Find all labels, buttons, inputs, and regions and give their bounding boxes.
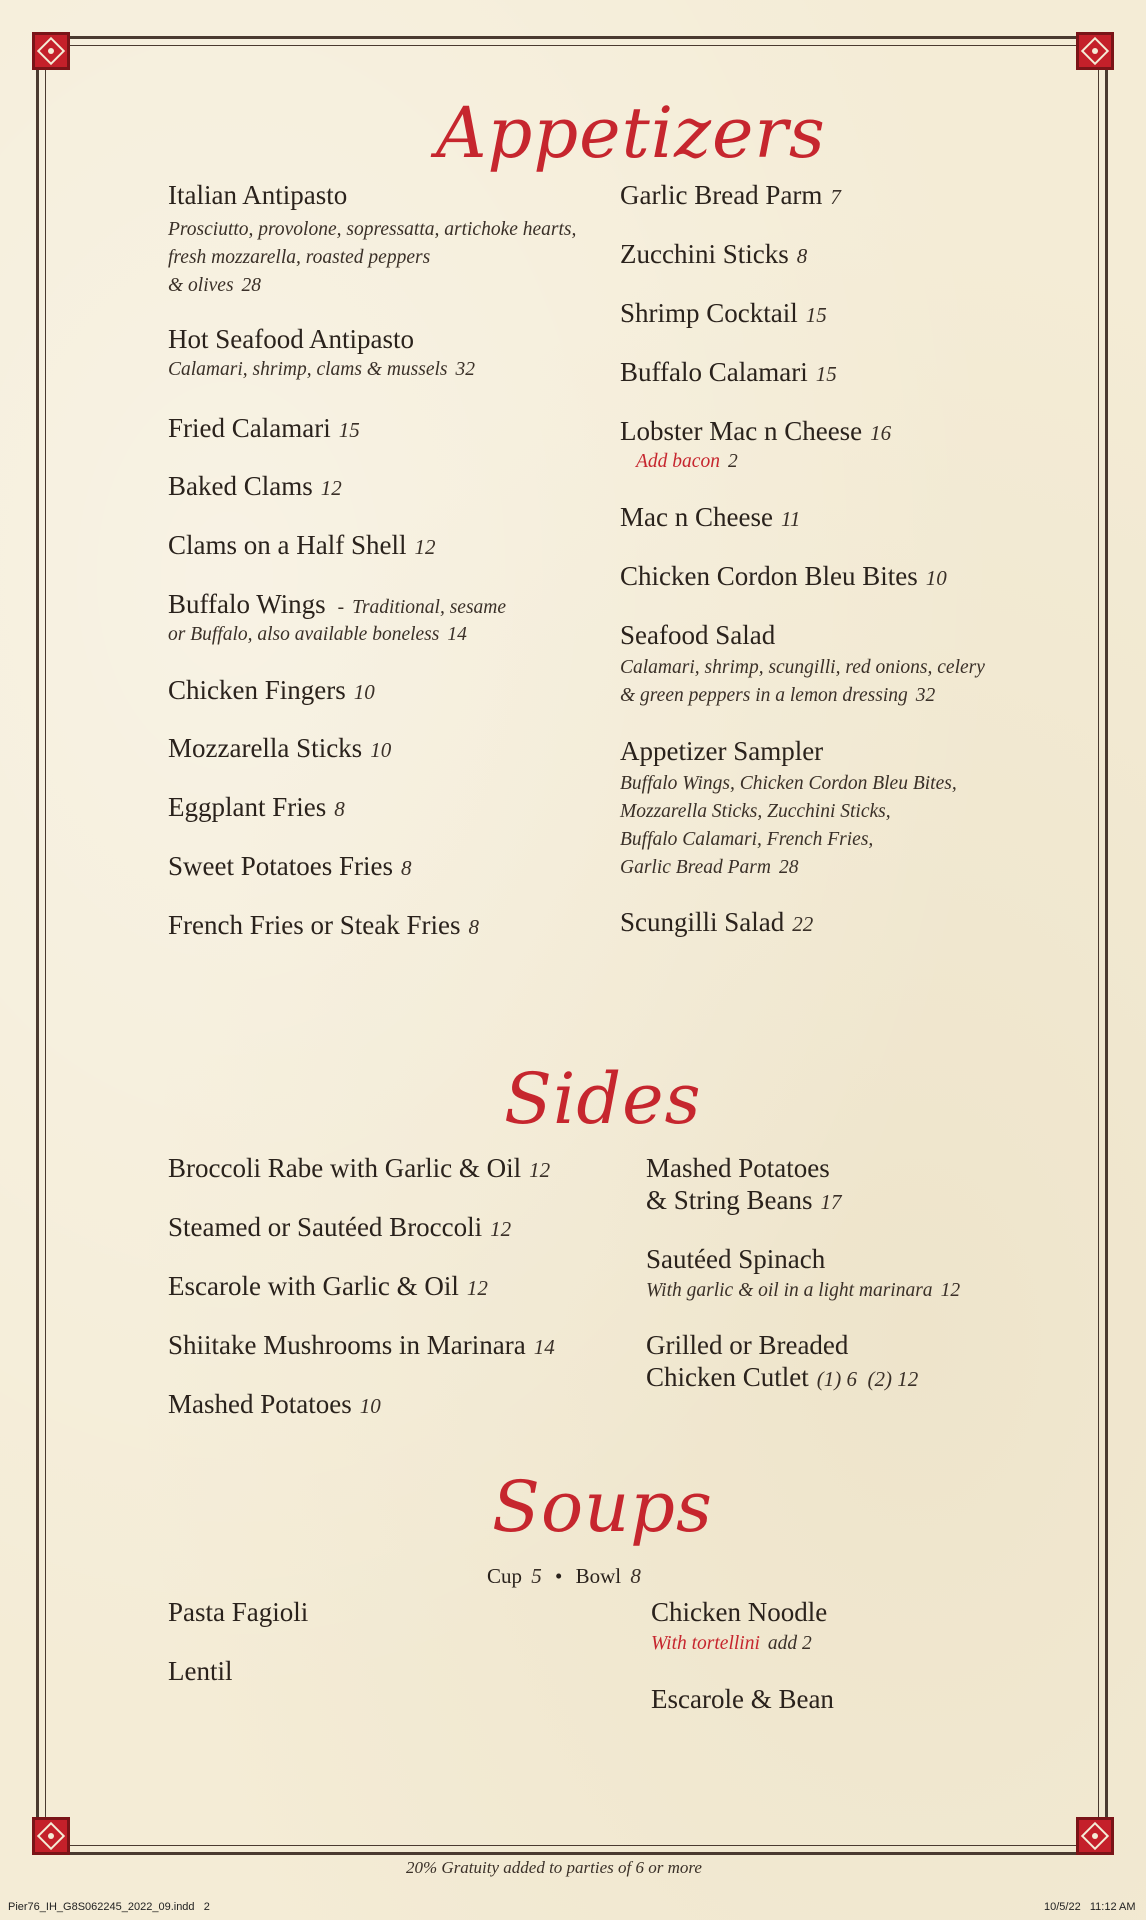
- item-price: 12: [490, 1217, 512, 1241]
- item-price: 15: [338, 418, 360, 442]
- item-name: Steamed or Sautéed Broccoli: [168, 1212, 483, 1242]
- item-name: Chicken Noodle: [651, 1597, 828, 1627]
- menu-item: [646, 1330, 848, 1361]
- item-price: 12: [940, 1280, 961, 1301]
- item-name: Buffalo Calamari: [620, 357, 808, 387]
- item-name: Garlic Bread Parm: [620, 180, 823, 210]
- item-price: 8: [468, 915, 479, 939]
- menu-item: [620, 180, 841, 211]
- item-price: 14: [533, 1335, 555, 1359]
- item-price: 8: [796, 244, 808, 268]
- item-price: 14: [447, 624, 467, 645]
- menu-item: [620, 416, 891, 447]
- menu-item: [646, 1362, 918, 1393]
- addon-price: 2: [727, 451, 738, 472]
- item-name: Appetizer Sampler: [620, 736, 824, 766]
- item-name: Grilled or Breaded: [646, 1330, 849, 1360]
- item-price: 28: [241, 275, 262, 296]
- desc-line: Prosciutto, provolone, sopressatta, artichoke hearts,: [168, 219, 577, 240]
- item-price: 10: [353, 680, 375, 704]
- menu-item: [168, 910, 479, 941]
- item-price: 17: [820, 1190, 842, 1214]
- item-description: [168, 356, 475, 384]
- menu-item: [168, 589, 506, 622]
- corner-ornament-icon: [32, 1817, 70, 1855]
- menu-item: [168, 733, 391, 764]
- soups-heading: Soups: [492, 1466, 713, 1548]
- menu-item: [620, 239, 807, 270]
- desc-line: & green peppers in a lemon dressing: [620, 685, 908, 706]
- menu-item: [646, 1244, 825, 1275]
- item-description: [168, 621, 467, 649]
- desc-line: fresh mozzarella, roasted peppers: [168, 247, 431, 268]
- item-name: Escarole & Bean: [651, 1684, 834, 1714]
- item-price: 10: [925, 566, 947, 590]
- menu-item: [168, 1271, 488, 1302]
- menu-item: [620, 620, 775, 651]
- item-price: 8: [334, 797, 345, 821]
- menu-item: [168, 1656, 232, 1687]
- bowl-label: Bowl: [575, 1564, 622, 1588]
- menu-item: [620, 736, 823, 767]
- item-name: Hot Seafood Antipasto: [168, 324, 414, 354]
- menu-item: [168, 413, 360, 444]
- menu-item: [651, 1597, 827, 1628]
- item-name: Mozzarella Sticks: [168, 733, 363, 763]
- desc-line: Garlic Bread Parm: [620, 857, 771, 878]
- file-slug: Pier76_IH_G8S062245_2022_09.indd 2: [8, 1901, 210, 1913]
- item-name: Italian Antipasto: [168, 180, 348, 210]
- item-price: 10: [359, 1394, 381, 1418]
- item-name: Chicken Fingers: [168, 675, 346, 705]
- desc-line: Calamari, shrimp, scungilli, red onions, celery: [620, 657, 985, 678]
- item-name: Chicken Cordon Bleu Bites: [620, 561, 918, 591]
- item-addon: [636, 448, 738, 476]
- item-name: Sweet Potatoes Fries: [168, 851, 393, 881]
- item-name: Mac n Cheese: [620, 502, 773, 532]
- menu-item: [168, 324, 414, 355]
- item-name: Shrimp Cocktail: [620, 298, 798, 328]
- item-price: 12: [466, 1276, 488, 1300]
- desc-line: & olives: [168, 275, 234, 296]
- addon-label: Add bacon: [636, 451, 720, 472]
- desc-line: Mozzarella Sticks, Zucchini Sticks,: [620, 801, 891, 822]
- item-name: Scungilli Salad: [620, 907, 785, 937]
- menu-item: [168, 1330, 555, 1361]
- item-price: 12: [414, 535, 436, 559]
- item-description: [168, 216, 576, 300]
- item-price: 32: [915, 685, 936, 706]
- menu-item: [620, 561, 947, 592]
- desc-line: Buffalo Calamari, French Fries,: [620, 829, 874, 850]
- cup-label: Cup: [487, 1564, 523, 1588]
- menu-item: [168, 792, 345, 823]
- desc-line: Buffalo Wings, Chicken Cordon Bleu Bites,: [620, 773, 957, 794]
- menu-item: [646, 1185, 842, 1216]
- item-name: Lobster Mac n Cheese: [620, 416, 863, 446]
- menu-item: [651, 1684, 834, 1715]
- item-name: Escarole with Garlic & Oil: [168, 1271, 459, 1301]
- item-price: 15: [805, 303, 827, 327]
- item-name: & String Beans: [646, 1185, 813, 1215]
- item-name: Baked Clams: [168, 471, 313, 501]
- item-name: Shiitake Mushrooms in Marinara: [168, 1330, 526, 1360]
- item-price: 16: [870, 421, 892, 445]
- item-description: [646, 1277, 960, 1305]
- menu-item: [620, 907, 813, 938]
- item-price: (1) 6 (2) 12: [816, 1367, 919, 1391]
- item-description: [620, 654, 985, 710]
- item-price: 12: [320, 476, 342, 500]
- menu-item: [168, 180, 347, 211]
- item-name: Chicken Cutlet: [646, 1362, 809, 1392]
- gratuity-note: 20% Gratuity added to parties of 6 or more: [406, 1858, 702, 1877]
- corner-ornament-icon: [1076, 1817, 1114, 1855]
- menu-item: [620, 298, 827, 329]
- item-addon: [651, 1630, 812, 1658]
- menu-item: [168, 675, 375, 706]
- item-price: 7: [830, 185, 841, 209]
- item-price: 12: [529, 1158, 551, 1182]
- appetizers-heading: Appetizers: [436, 92, 826, 174]
- item-price: 28: [778, 857, 799, 878]
- item-price: 10: [370, 738, 392, 762]
- addon-price: add 2: [767, 1633, 812, 1654]
- menu-item: [620, 502, 800, 533]
- item-name: Eggplant Fries: [168, 792, 327, 822]
- item-description: [620, 770, 957, 882]
- desc-line: Traditional, sesame: [352, 597, 507, 618]
- menu-item: [168, 1212, 511, 1243]
- item-name: Clams on a Half Shell: [168, 530, 407, 560]
- print-timestamp: 10/5/22 11:12 AM: [1044, 1901, 1136, 1913]
- bullet-separator: •: [555, 1564, 563, 1588]
- desc-line: With garlic & oil in a light marinara: [646, 1280, 933, 1301]
- menu-item: [168, 471, 342, 502]
- menu-item: [168, 1389, 381, 1420]
- bowl-price: 8: [630, 1564, 641, 1588]
- item-name: Broccoli Rabe with Garlic & Oil: [168, 1153, 522, 1183]
- item-name: Mashed Potatoes: [646, 1153, 830, 1183]
- sides-heading: Sides: [504, 1058, 702, 1140]
- corner-ornament-icon: [1076, 32, 1114, 70]
- soup-pricing: [487, 1564, 641, 1589]
- item-price: 22: [792, 912, 814, 936]
- menu-item: [168, 851, 411, 882]
- menu-item: [168, 530, 435, 561]
- dash: -: [337, 597, 345, 618]
- item-name: French Fries or Steak Fries: [168, 910, 461, 940]
- menu-item: [620, 357, 837, 388]
- desc-line: or Buffalo, also available boneless: [168, 624, 440, 645]
- item-price: 8: [400, 856, 412, 880]
- addon-label: With tortellini: [651, 1633, 760, 1654]
- menu-item: [168, 1153, 550, 1184]
- item-name: Zucchini Sticks: [620, 239, 789, 269]
- corner-ornament-icon: [32, 32, 70, 70]
- item-name: Seafood Salad: [620, 620, 776, 650]
- item-name: Pasta Fagioli: [168, 1597, 309, 1627]
- item-name: Sautéed Spinach: [646, 1244, 826, 1274]
- item-name: Buffalo Wings: [168, 589, 326, 619]
- item-price: 11: [780, 507, 801, 531]
- item-price: 15: [815, 362, 837, 386]
- item-name: Lentil: [168, 1656, 233, 1686]
- menu-item: [646, 1153, 830, 1184]
- desc-line: Calamari, shrimp, clams & mussels: [168, 359, 448, 380]
- cup-price: 5: [531, 1564, 542, 1588]
- item-name: Mashed Potatoes: [168, 1389, 352, 1419]
- item-name: Fried Calamari: [168, 413, 331, 443]
- item-price: 32: [455, 359, 476, 380]
- menu-item: [168, 1597, 308, 1628]
